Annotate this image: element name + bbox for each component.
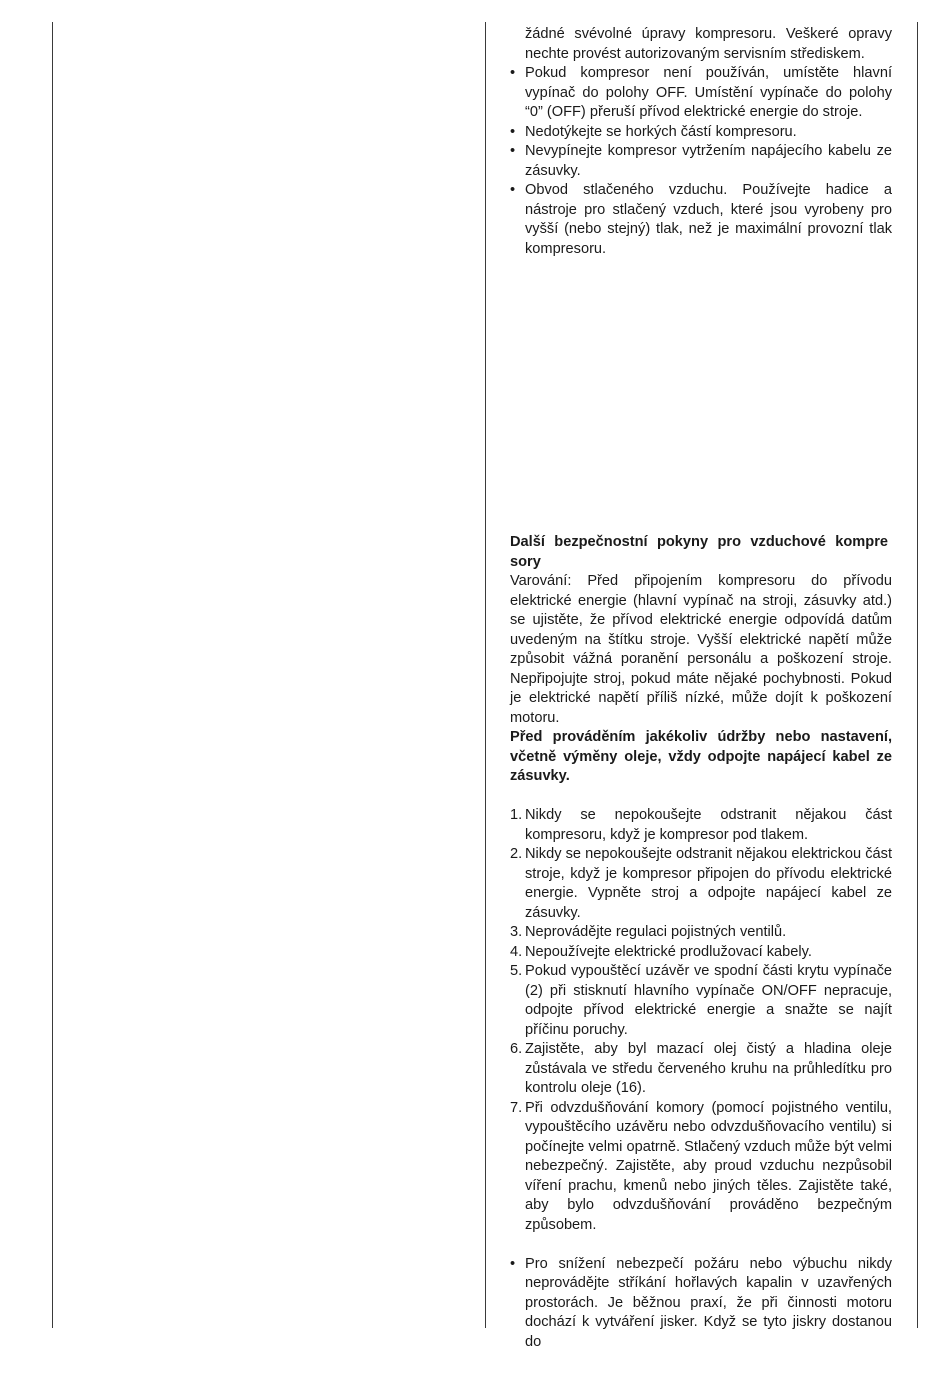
warning-paragraph: Varování: Před připojením kompresoru do přívodu elektrické energie (hlavní vypínač na stroji, zásuvky atd.) se ujistěte, že přívod elektrické energie odpovídá datům uvedeným na štítku stroje. Vyšší elektrické napětí může způsobit vážná poranění personálu a poškození stroje. Nepřipojujte stroj, pokud máte nějaké pochybnosti. Pokud je elektrické napětí příliš nízké, může dojít k poškození motoru. — [510, 573, 892, 726]
bullet-item: • Nevypínejte kompresor vytržením napájecího kabelu ze zásuvky. — [510, 143, 892, 179]
bullet-marker: • — [510, 65, 516, 81]
item-number: 3. — [510, 924, 523, 940]
bullet-marker: • — [510, 123, 516, 140]
numbered-item: 7. Při odvzdušňování komory (pomocí pojistného ventilu, vypouštěcího uzávěru nebo odvzdušňovacího ventilu) si počínejte velmi opatrně. Stlačený vzduch může být velmi nebezpečný. Zajistěte, aby proud vzduchu nezpůsobil víření prachu, kmenů nebo jiných těles. Zajistěte také, aby bylo odvzdušňování prováděno bezpečným způsobem. — [510, 1099, 892, 1233]
item-number: 7. — [510, 1099, 523, 1116]
numbered-item: 3. Neprovádějte regulaci pojistných ventilů. — [510, 923, 892, 943]
numbered-item: 4. Nepoužívejte elektrické prodlužovací kabely. — [510, 943, 892, 963]
left-column-rule — [52, 22, 53, 1328]
numbered-item: 6. Zajistěte, aby byl mazací olej čistý a hladina oleje zůstávala ve středu červeného kruhu na průhledítku pro kontrolu oleje (16). — [510, 1041, 892, 1096]
top-text-block — [510, 25, 892, 259]
bullet-marker: • — [510, 143, 516, 159]
bullet-item: • Obvod stlačeného vzduchu. Používejte hadice a nástroje pro stlačený vzduch, které jsou vyrobeny pro vyšší (nebo stejný) tlak, než je maximální provozní tlak kompresoru. — [510, 182, 892, 257]
bullet-item: • Pro snížení nebezpečí požáru nebo výbuchu nikdy neprovádějte stříkání hořlavých kapalin v uzavřených prostorách. Je běžnou praxí, že při činnosti motoru dochází k vytváření jisker. Když se tyto jiskry dostanou do — [510, 1255, 892, 1350]
safety-section — [510, 533, 892, 1352]
bullet-marker: • — [510, 182, 516, 198]
bold-note: Před prováděním jakékoliv údržby nebo nastavení, včetně výměny oleje, vždy odpojte napájecí kabel ze zásuvky. — [510, 729, 892, 784]
numbered-item: 2. Nikdy se nepokoušejte odstranit nějakou elektrickou část stroje, když je kompresor připojen do přívodu elektrické energie. Vypněte stroj a odpojte napájecí kabel ze zásuvky. — [510, 846, 892, 921]
item-number: 1. — [510, 807, 523, 823]
numbered-item: 5. Pokud vypouštěcí uzávěr ve spodní části krytu vypínače (2) při stisknutí hlavního vypínače ON/OFF nepracuje, odpojte přívod elektrické energie a snažte se najít příčinu poruchy. — [510, 963, 892, 1038]
item-number: 5. — [510, 963, 523, 979]
item-number: 6. — [510, 1041, 523, 1057]
middle-column-rule — [485, 22, 486, 1328]
bullet-item: • Nedotýkejte se horkých částí kompresoru. — [510, 123, 892, 143]
bullet-item: • Pokud kompresor není používán, umístěte hlavní vypínač do polohy OFF. Umístění vypínače do polohy “0” (OFF) přeruší přívod elektrické energie do stroje. — [510, 65, 892, 120]
continuation-paragraph: žádné svévolné úpravy kompresoru. Veškeré opravy nechte provést autorizovaným servisním střediskem. — [525, 26, 892, 62]
item-number: 2. — [510, 846, 523, 862]
numbered-item: 1. Nikdy se nepokoušejte odstranit nějakou část kompresoru, když je kompresor pod tlakem. — [510, 807, 892, 843]
section-heading: Další bezpečnostní pokyny pro vzduchové kompre sory — [510, 534, 888, 570]
item-number: 4. — [510, 943, 523, 960]
right-column-rule — [917, 22, 918, 1328]
bullet-marker: • — [510, 1255, 516, 1272]
